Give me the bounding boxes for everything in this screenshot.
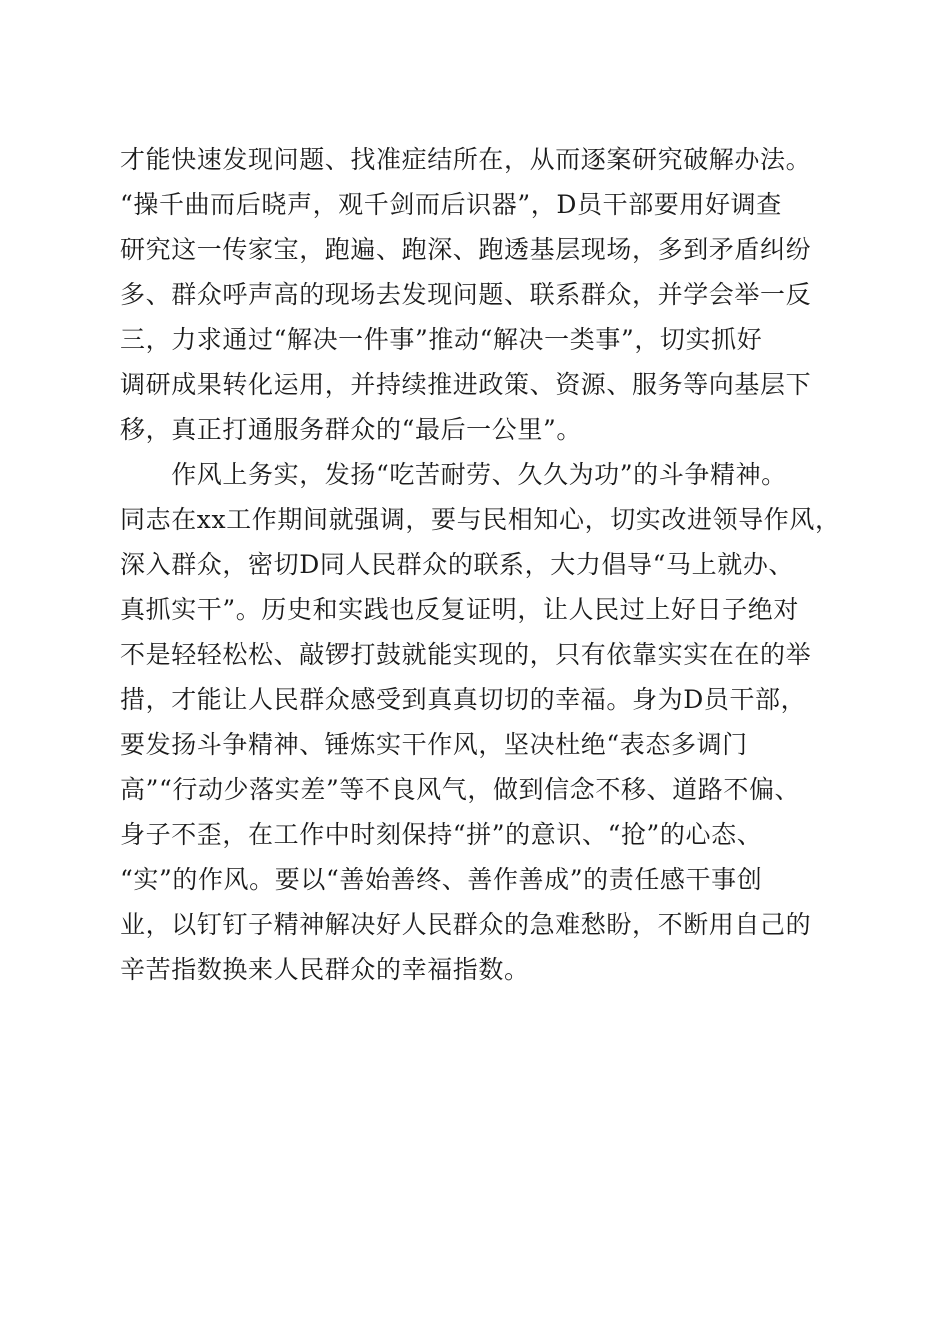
text-line: 不是轻轻松松、敲锣打鼓就能实现的，只有依靠实实在在的举 [120,640,812,669]
text-line: 身子不歪，在工作中时刻保持“拼”的意识、“抢”的心态、 [120,820,763,849]
text-line: 业，以钉钉子精神解决好人民群众的急难愁盼，不断用自己的 [120,910,812,939]
text-line: 才能快速发现问题、找准症结所在，从而逐案研究破解办法。 [120,145,812,174]
paragraph-start-line: 作风上务实，发扬“吃苦耐劳、久久为功”的斗争精神。 [120,460,787,489]
text-line: 要发扬斗争精神、锤炼实干作风，坚决杜绝“表态多调门 [120,730,748,759]
text-line: 真抓实干”。历史和实践也反复证明，让人民过上好日子绝对 [120,595,799,624]
body-text [120,137,850,992]
text-line: 深入群众，密切D同人民群众的联系，大力倡导“马上就办、 [120,550,795,579]
text-line: 高”“行动少落实差”等不良风气，做到信念不移、道路不偏、 [120,775,801,804]
text-line: 调研成果转化运用，并持续推进政策、资源、服务等向基层下 [120,370,812,399]
text-line: “实”的作风。要以“善始善终、善作善成”的责任感干事创 [120,865,763,894]
text-line: “操千曲而后晓声，观千剑而后识器”，D员干部要用好调查 [120,190,782,219]
text-line: 移，真正打通服务群众的“最后一公里”。 [120,415,582,444]
text-line: 三，力求通过“解决一件事”推动“解决一类事”，切实抓好 [120,325,763,354]
text-line: 研究这一传家宝，跑遍、跑深、跑透基层现场，多到矛盾纠纷 [120,235,812,264]
text-line: 辛苦指数换来人民群众的幸福指数。 [120,955,530,984]
text-line: 措，才能让人民群众感受到真真切切的幸福。身为D员干部， [120,685,807,714]
text-line: 多、群众呼声高的现场去发现问题、联系群众，并学会举一反 [120,280,812,309]
text-line: 同志在xx工作期间就强调，要与民相知心，切实改进领导作风， [120,505,841,534]
